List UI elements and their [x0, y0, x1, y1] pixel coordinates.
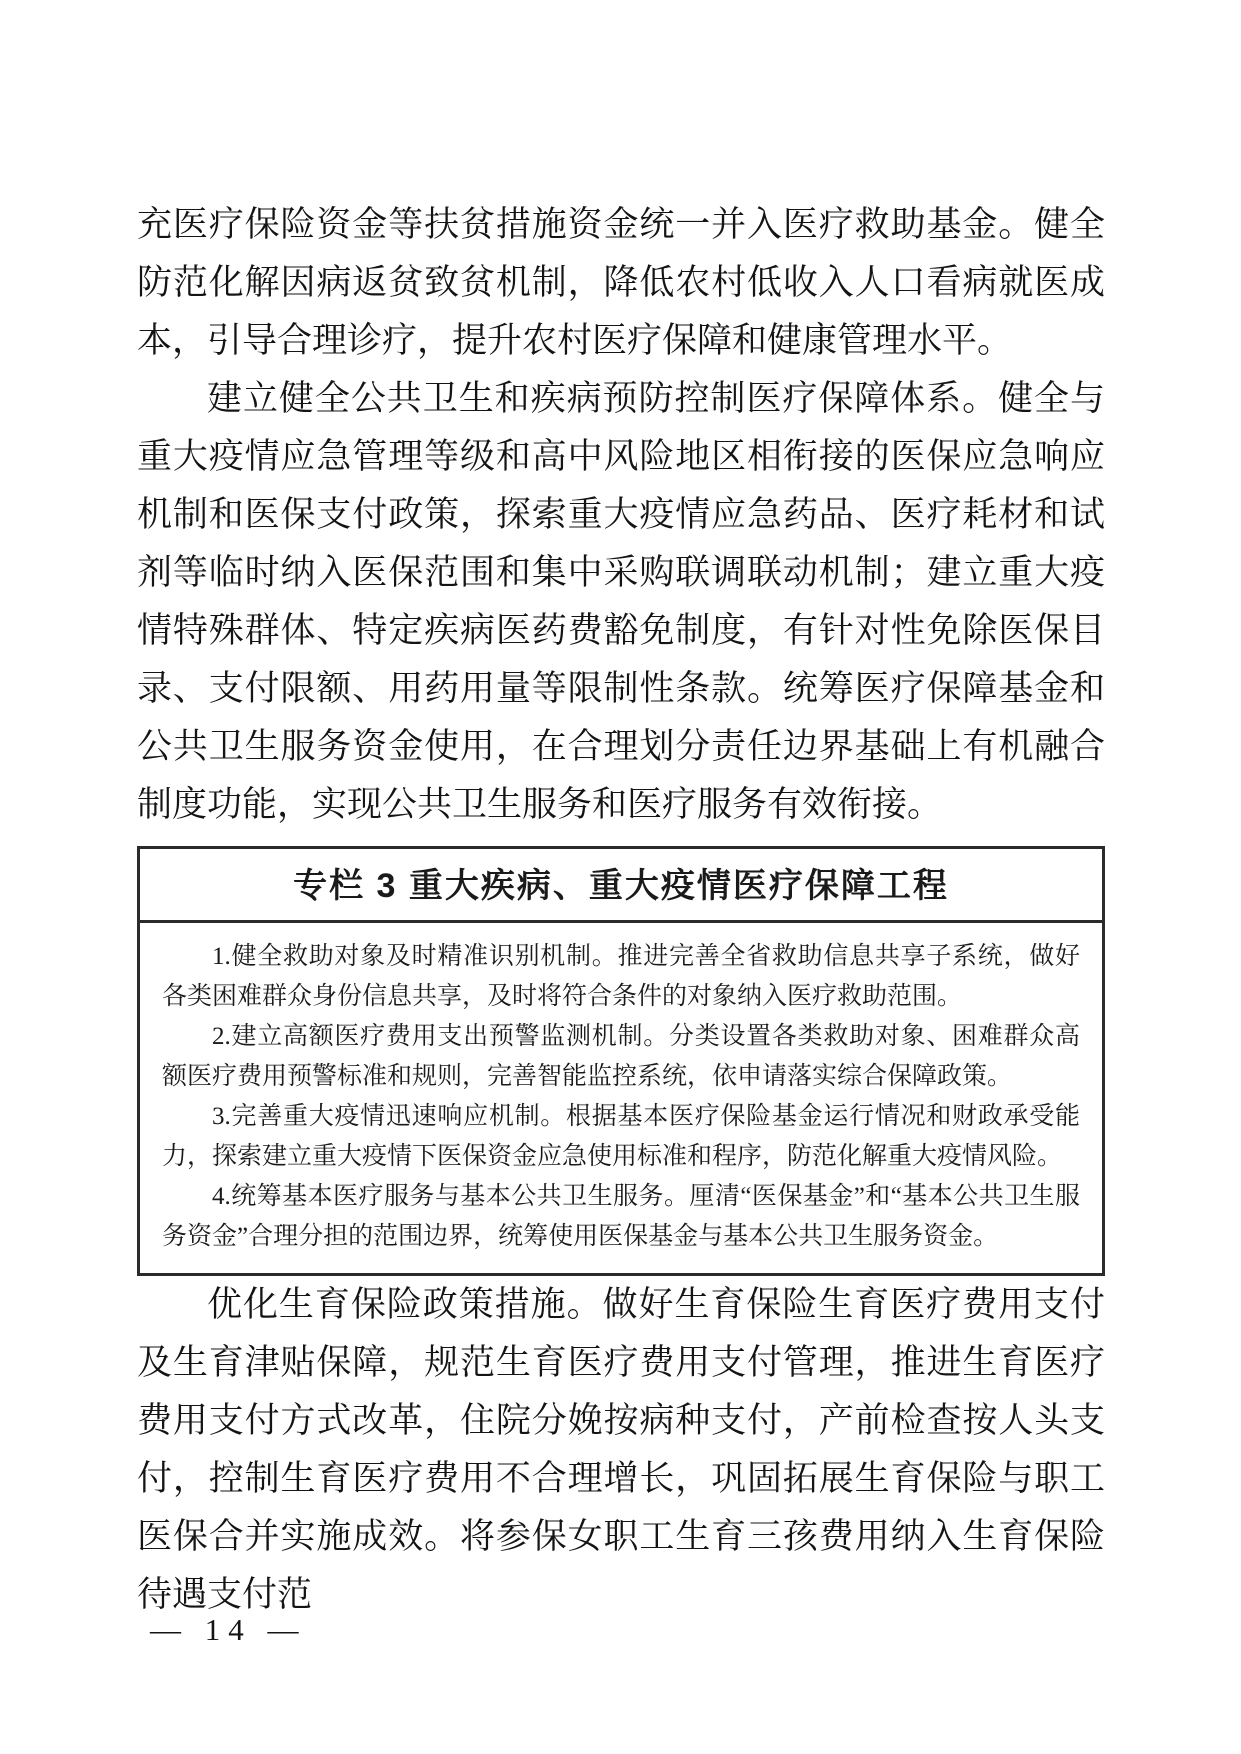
callout-item-1: 1.健全救助对象及时精准识别机制。推进完善全省救助信息共享子系统，做好各类困难群众身份信息共享，及时将符合条件的对象纳入医疗救助范围。 [162, 943, 1080, 1010]
callout-box-title: 专栏 3 重大疾病、重大疫情医疗保障工程 [140, 849, 1102, 923]
page-number: — 14 — [150, 1612, 307, 1647]
paragraph-medical-assistance-fund: 充医疗保险资金等扶贫措施资金统一并入医疗救助基金。健全防范化解因病返贫致贫机制，降低农村低收入人口看病就医成本，引导合理诊疗，提升农村医疗保障和健康管理水平。 [137, 205, 1105, 360]
callout-box-body [140, 923, 1102, 1273]
callout-item-2: 2.建立高额医疗费用支出预警监测机制。分类设置各类救助对象、困难群众高额医疗费用预警标准和规则，完善智能监控系统，依申请落实综合保障政策。 [162, 1023, 1080, 1090]
callout-box-column-3 [137, 846, 1105, 1276]
paragraph-maternity-insurance: 优化生育保险政策措施。做好生育保险生育医疗费用支付及生育津贴保障，规范生育医疗费用支付管理，推进生育医疗费用支付方式改革，住院分娩按病种支付，产前检查按人头支付，控制生育医疗费用不合理增长，巩固拓展生育保险与职工医保合并实施成效。将参保女职工生育三孩费用纳入生育保险待遇支付范 [137, 1285, 1105, 1614]
callout-item-3: 3.完善重大疫情迅速响应机制。根据基本医疗保险基金运行情况和财政承受能力，探索建立重大疫情下医保资金应急使用标准和程序，防范化解重大疫情风险。 [162, 1103, 1080, 1170]
callout-item-4: 4.统筹基本医疗服务与基本公共卫生服务。厘清“医保基金”和“基本公共卫生服务资金”合理分担的范围边界，统筹使用医保基金与基本公共卫生服务资金。 [162, 1183, 1080, 1250]
page-content [137, 196, 1105, 1624]
paragraph-public-health-epidemic-system: 建立健全公共卫生和疾病预防控制医疗保障体系。健全与重大疫情应急管理等级和高中风险地区相衔接的医保应急响应机制和医保支付政策，探索重大疫情应急药品、医疗耗材和试剂等临时纳入医保范围和集中采购联调联动机制；建立重大疫情特殊群体、特定疾病医药费豁免制度，有针对性免除医保目录、支付限额、用药用量等限制性条款。统筹医疗保障基金和公共卫生服务资金使用，在合理划分责任边界基础上有机融合制度功能，实现公共卫生服务和医疗服务有效衔接。 [137, 379, 1105, 824]
